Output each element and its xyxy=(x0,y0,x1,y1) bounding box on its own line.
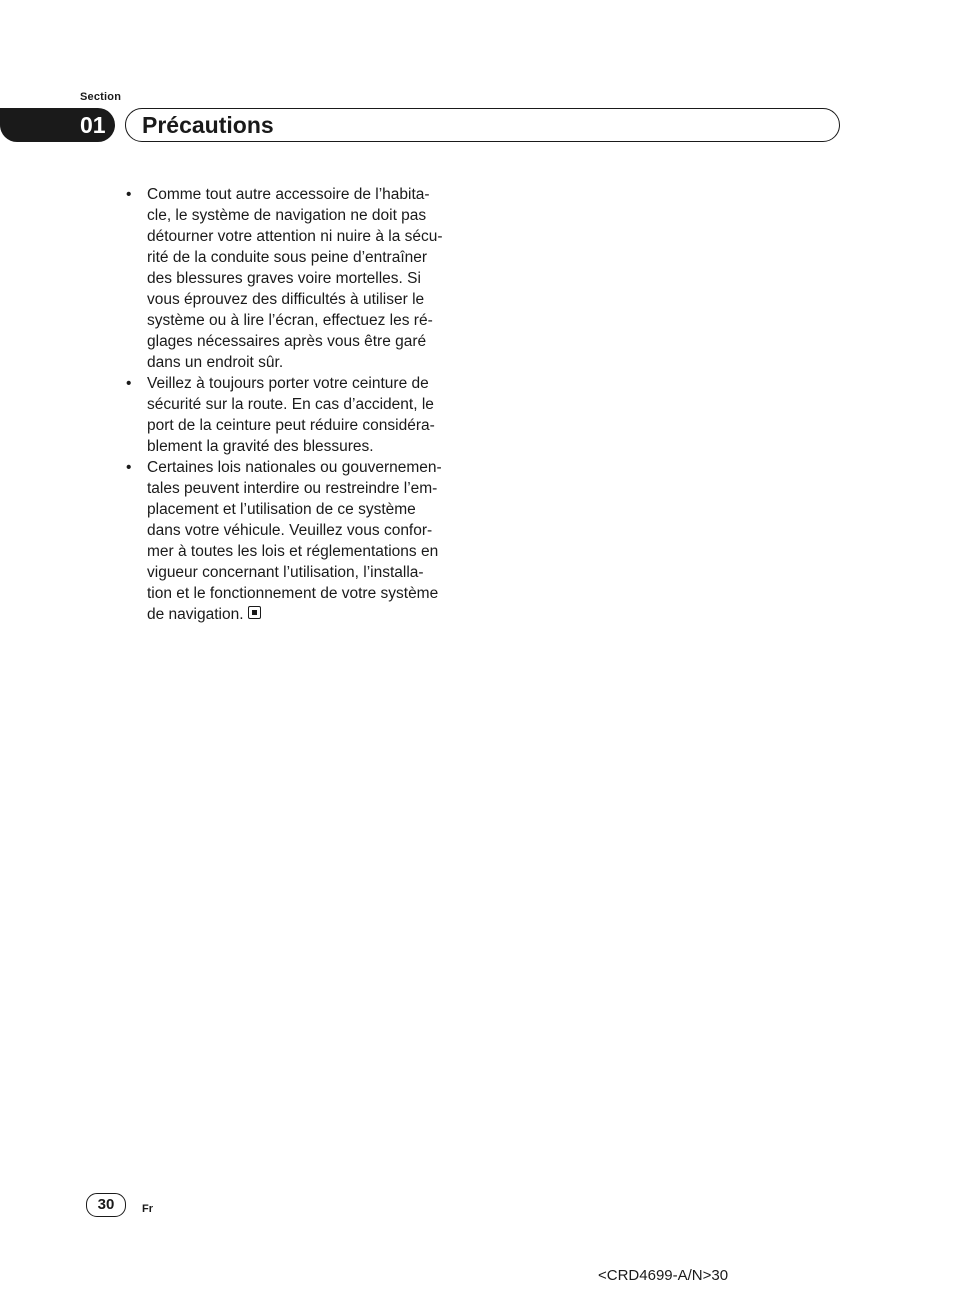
section-label: Section xyxy=(80,91,122,103)
list-item xyxy=(126,373,471,457)
bullet-icon: • xyxy=(126,375,132,392)
text-line: vigueur concernant l’utilisation, l’installa- xyxy=(147,564,424,581)
text-line: rité de la conduite sous peine d’entraîner xyxy=(147,249,428,266)
text-line-content: de navigation. xyxy=(147,606,244,623)
text-line-last xyxy=(147,604,471,625)
text-line: des blessures graves voire mortelles. Si xyxy=(147,270,421,287)
page-number: 30 xyxy=(86,1193,126,1217)
section-number: 01 xyxy=(80,112,106,138)
text-line: dans votre véhicule. Veuillez vous confor- xyxy=(147,522,433,539)
text-line: placement et l’utilisation de ce système xyxy=(147,501,416,518)
text-line: système ou à lire l’écran, effectuez les ré- xyxy=(147,312,433,329)
text-line: sécurité sur la route. En cas d’accident, le xyxy=(147,396,434,413)
text-line: Veillez à toujours porter votre ceinture de xyxy=(147,375,429,392)
end-of-section-icon xyxy=(248,606,261,619)
language-code: Fr xyxy=(142,1203,153,1215)
bullet-icon: • xyxy=(126,186,132,203)
text-line: port de la ceinture peut réduire considéra- xyxy=(147,417,435,434)
bullet-icon: • xyxy=(126,459,132,476)
text-line: cle, le système de navigation ne doit pas xyxy=(147,207,427,224)
list-item xyxy=(126,457,471,625)
text-line: tales peuvent interdire ou restreindre l’em- xyxy=(147,480,438,497)
text-line: blement la gravité des blessures. xyxy=(147,438,374,455)
text-line: vous éprouvez des difficultés à utiliser le xyxy=(147,291,425,308)
text-line: tion et le fonctionnement de votre système xyxy=(147,585,439,602)
text-line: mer à toutes les lois et réglementations en xyxy=(147,543,439,560)
text-line: Certaines lois nationales ou gouvernemen- xyxy=(147,459,442,476)
text-line: dans un endroit sûr. xyxy=(147,354,284,371)
list-item xyxy=(126,184,471,373)
page-title: Précautions xyxy=(142,112,274,138)
precautions-list xyxy=(126,184,471,625)
text-line: détourner votre attention ni nuire à la sécu- xyxy=(147,228,443,245)
document-code: <CRD4699-A/N>30 xyxy=(598,1267,729,1284)
text-line: glages nécessaires après vous être garé xyxy=(147,333,427,350)
text-line: Comme tout autre accessoire de l’habita- xyxy=(147,186,430,203)
